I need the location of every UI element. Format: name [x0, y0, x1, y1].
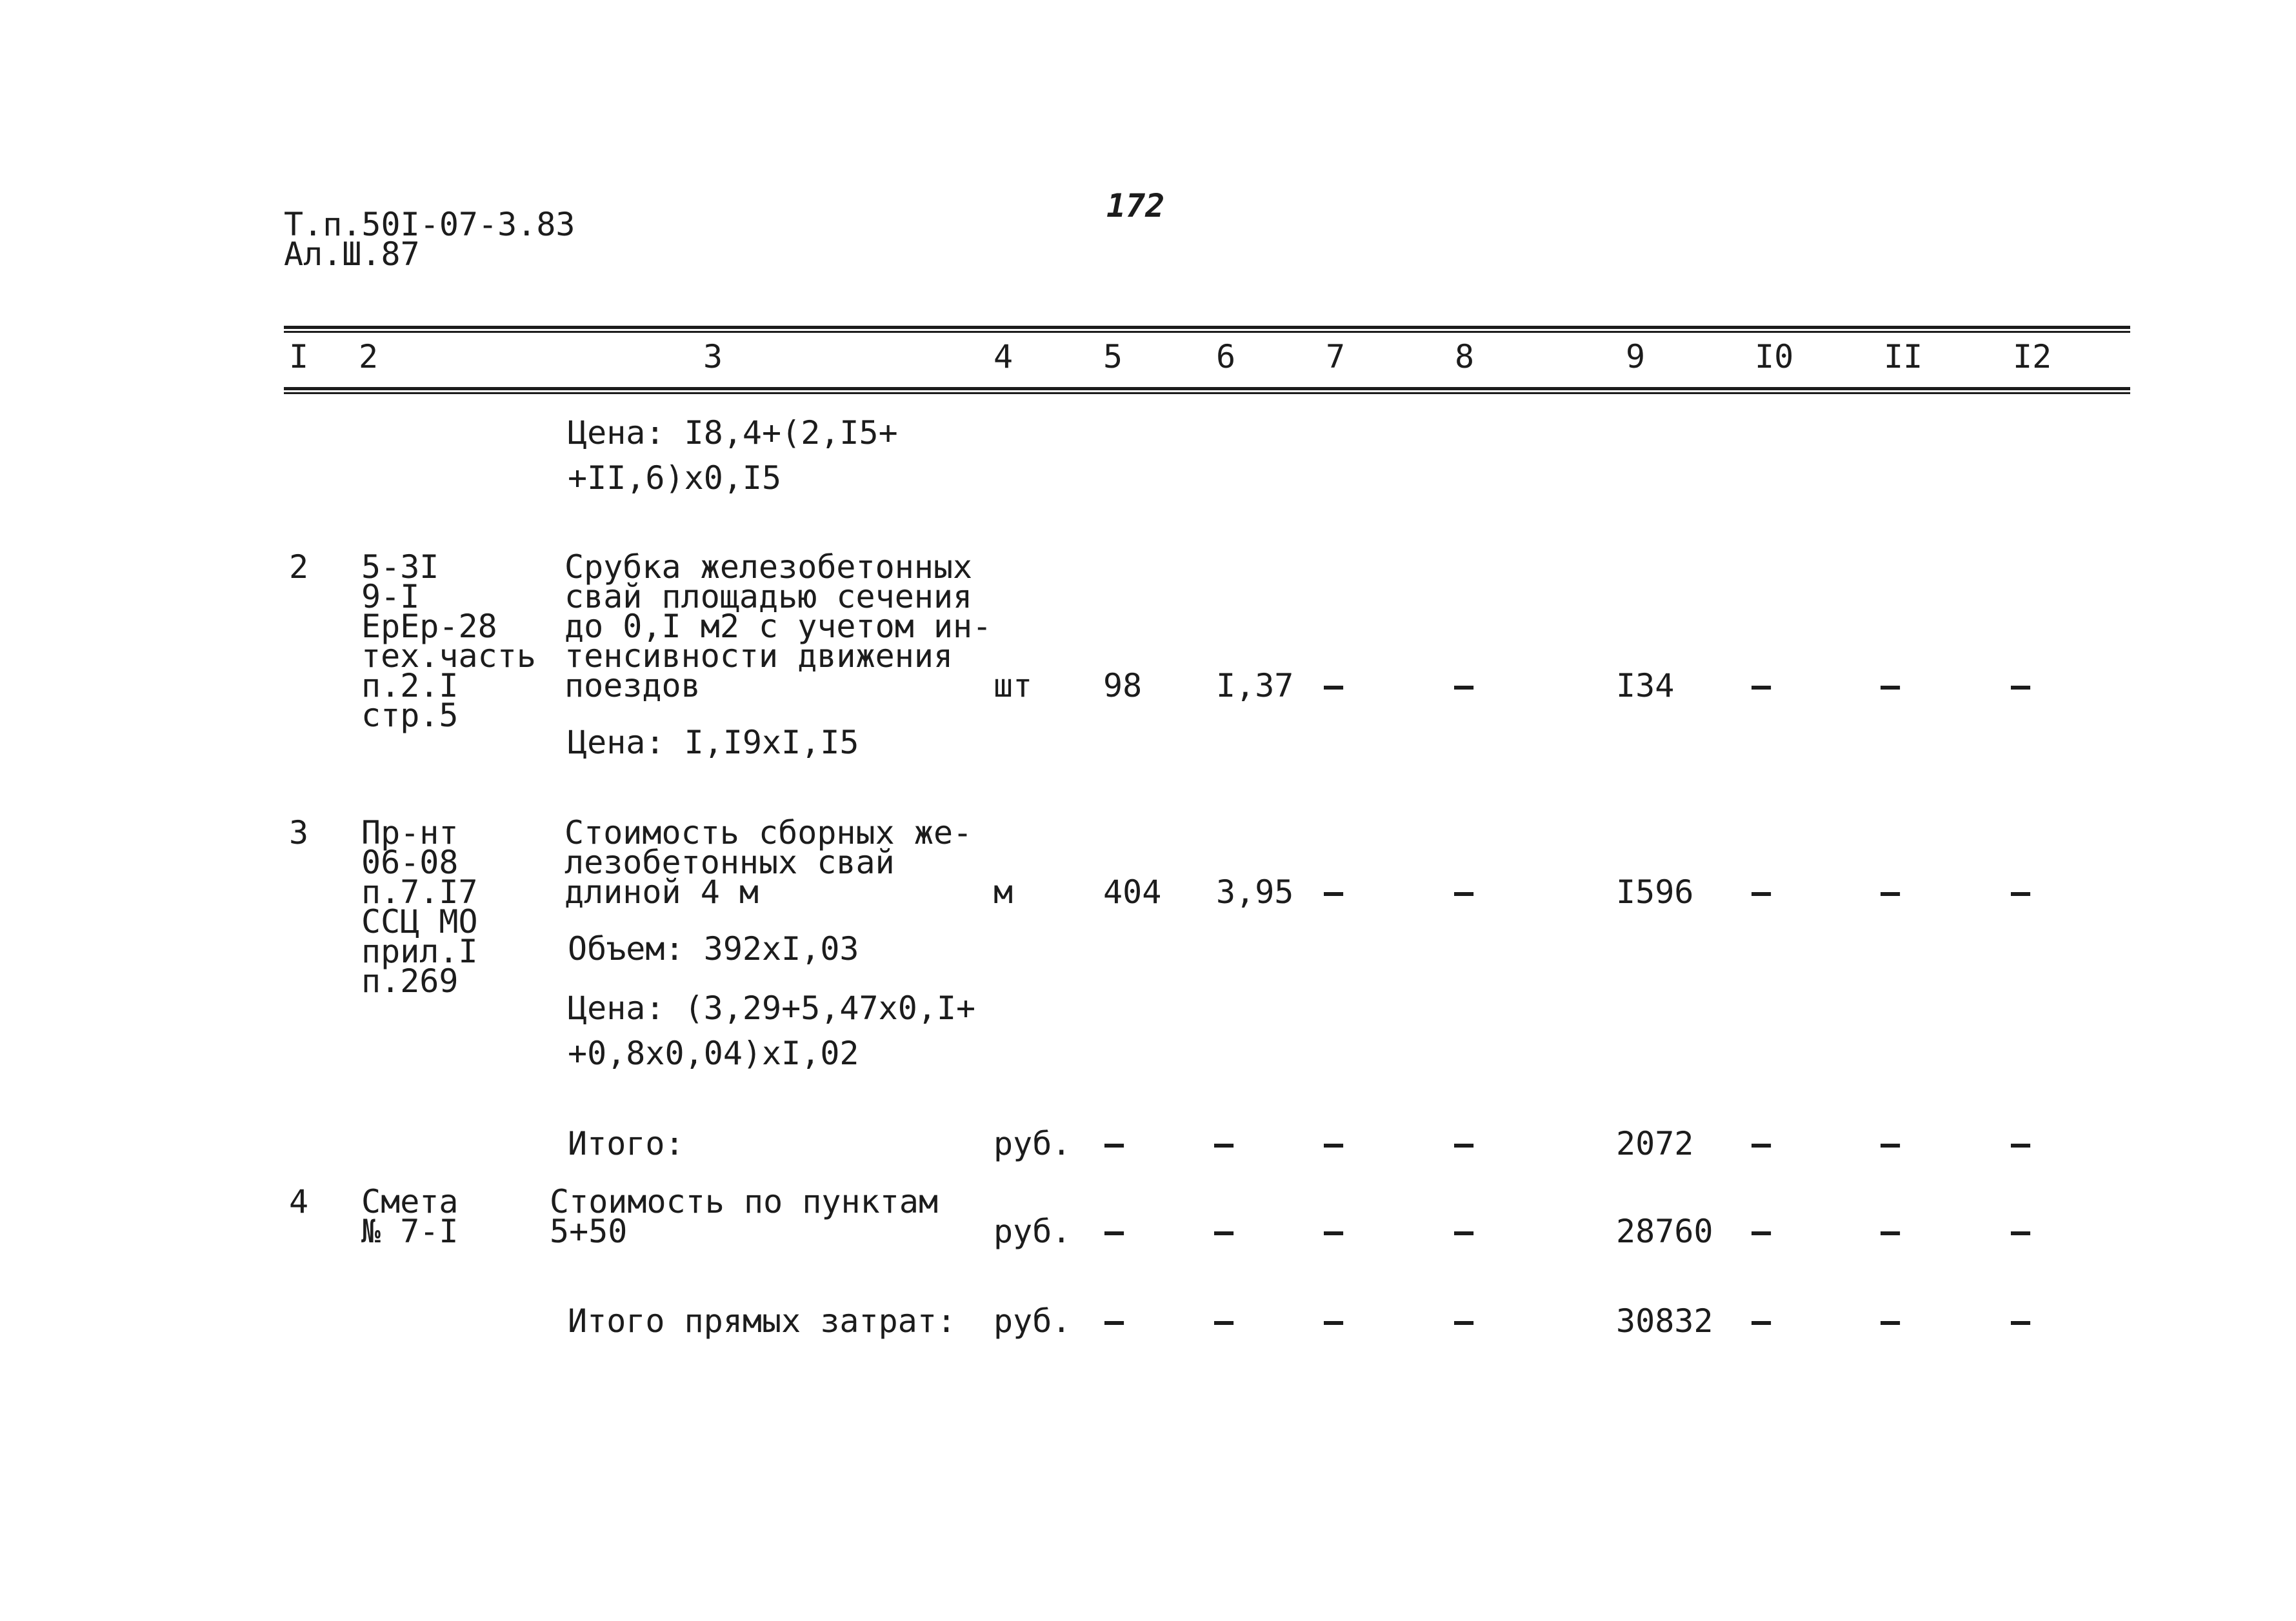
cell-c12: –: [2011, 667, 2031, 704]
source-reference: ССЦ МО: [361, 903, 478, 940]
item-description: Стоимость по пунктам: [550, 1183, 939, 1220]
cell-c9: I596: [1616, 873, 1694, 911]
source-reference: ЕрЕр-28: [361, 608, 497, 645]
calculation-note: Цена: I8,4+(2,I5+: [568, 414, 898, 452]
document-code: Т.п.50I-07-3.83: [284, 206, 575, 243]
cell-unit: руб.: [993, 1125, 1072, 1162]
cell-c7: –: [1324, 1213, 1344, 1250]
cell-c11: –: [1881, 1125, 1901, 1162]
source-reference: тех.часть: [361, 637, 536, 675]
source-reference: п.7.I7: [361, 873, 478, 911]
header-bottom-rule: [284, 387, 2130, 390]
source-reference: п.269: [361, 962, 459, 1000]
cell-c11: –: [1881, 873, 1901, 911]
cell-c9: I34: [1616, 667, 1675, 704]
column-number-3: 3: [703, 338, 723, 375]
calculation-note: +0,8x0,04)xI,02: [568, 1035, 859, 1072]
cell-c9: 2072: [1616, 1125, 1694, 1162]
cell-c6: 3,95: [1216, 873, 1294, 911]
cell-c8: –: [1454, 1213, 1474, 1250]
calculation-note: +II,6)x0,I5: [568, 459, 782, 497]
cell-c12: –: [2011, 1213, 2031, 1250]
cell-c8: –: [1454, 873, 1474, 911]
cell-c10: –: [1752, 1302, 1772, 1340]
cell-c8: –: [1454, 1125, 1474, 1162]
cell-c7: –: [1324, 667, 1344, 704]
header-bottom-rule-inner: [284, 392, 2130, 394]
cell-c10: –: [1752, 1125, 1772, 1162]
cell-c8: –: [1454, 1302, 1474, 1340]
item-description: поездов: [564, 667, 701, 704]
source-reference: 06-08: [361, 844, 459, 881]
item-description: Итого прямых затрат:: [568, 1302, 957, 1340]
source-reference: прил.I: [361, 933, 478, 970]
cell-c12: –: [2011, 1302, 2031, 1340]
column-number-10: I0: [1755, 338, 1794, 375]
column-number-2: 2: [359, 338, 379, 375]
cell-c12: –: [2011, 1125, 2031, 1162]
cell-c10: –: [1752, 667, 1772, 704]
source-reference: п.2.I: [361, 667, 459, 704]
item-description: длиной 4 м: [564, 873, 759, 911]
cell-c7: –: [1324, 873, 1344, 911]
album-sheet: Ал.Ш.87: [284, 235, 420, 273]
cell-c11: –: [1881, 1213, 1901, 1250]
item-description: Срубка железобетонных: [564, 548, 973, 586]
column-number-8: 8: [1455, 338, 1475, 375]
cell-c11: –: [1881, 1302, 1901, 1340]
source-reference: Смета: [361, 1183, 459, 1220]
item-description: тенсивности движения: [564, 637, 953, 675]
source-reference: стр.5: [361, 697, 459, 734]
cell-unit: м: [993, 873, 1013, 911]
column-number-11: II: [1884, 338, 1923, 375]
calculation-note: Цена: (3,29+5,47x0,I+: [568, 990, 976, 1027]
cell-c6: –: [1214, 1125, 1234, 1162]
calculation-note: Цена: I,I9xI,I5: [568, 724, 859, 761]
item-description: лезобетонных свай: [564, 844, 895, 881]
cell-c5: –: [1104, 1302, 1124, 1340]
cell-c6: –: [1214, 1302, 1234, 1340]
cell-c7: –: [1324, 1125, 1344, 1162]
cell-c10: –: [1752, 873, 1772, 911]
cell-c12: –: [2011, 873, 2031, 911]
row-number: 3: [289, 814, 309, 851]
column-number-5: 5: [1103, 338, 1123, 375]
cell-c6: –: [1214, 1213, 1234, 1250]
table-top-rule-inner: [284, 331, 2130, 333]
cell-c8: –: [1454, 667, 1474, 704]
item-description: 5+50: [550, 1213, 628, 1250]
calculation-note: Объем: 392xI,03: [568, 930, 859, 968]
cell-unit: руб.: [993, 1302, 1072, 1340]
cell-unit: руб.: [993, 1213, 1072, 1250]
cell-c5: 98: [1103, 667, 1143, 704]
cell-c5: 404: [1103, 873, 1162, 911]
cell-c5: –: [1104, 1125, 1124, 1162]
column-number-6: 6: [1216, 338, 1236, 375]
source-reference: № 7-I: [361, 1213, 459, 1250]
cell-c9: 30832: [1616, 1302, 1713, 1340]
column-number-7: 7: [1326, 338, 1346, 375]
row-number: 2: [289, 548, 309, 586]
cell-c6: I,37: [1216, 667, 1294, 704]
table-top-rule: [284, 326, 2130, 329]
row-number: 4: [289, 1183, 309, 1220]
cell-c9: 28760: [1616, 1213, 1713, 1250]
item-description: до 0,I м2 с учетом ин-: [564, 608, 992, 645]
cell-unit: шт: [993, 667, 1033, 704]
source-reference: 9-I: [361, 578, 420, 615]
item-description: свай площадью сечения: [564, 578, 973, 615]
column-number-12: I2: [2013, 338, 2052, 375]
column-number-9: 9: [1626, 338, 1646, 375]
cell-c11: –: [1881, 667, 1901, 704]
cell-c5: –: [1104, 1213, 1124, 1250]
page-number: 172: [1106, 187, 1165, 224]
cell-c10: –: [1752, 1213, 1772, 1250]
item-description: Стоимость сборных же-: [564, 814, 973, 851]
source-reference: Пр-нт: [361, 814, 459, 851]
cell-c7: –: [1324, 1302, 1344, 1340]
source-reference: 5-3I: [361, 548, 439, 586]
column-number-4: 4: [993, 338, 1013, 375]
column-number-1: I: [289, 338, 309, 375]
item-description: Итого:: [568, 1125, 684, 1162]
